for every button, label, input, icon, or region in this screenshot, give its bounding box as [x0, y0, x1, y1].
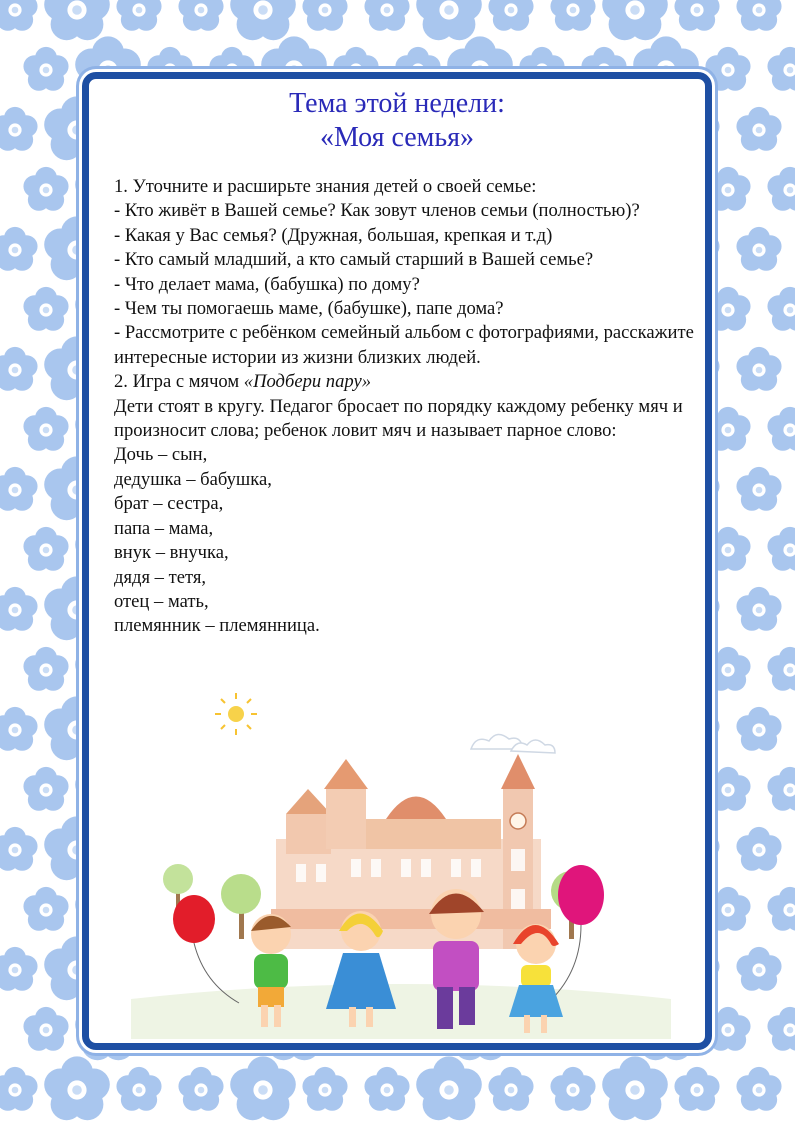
flower-icon	[705, 527, 750, 571]
page-title	[89, 87, 705, 155]
flower-icon	[767, 167, 795, 211]
city-buildings	[271, 754, 551, 949]
flower-icon	[736, 1067, 781, 1111]
flower-icon	[767, 767, 795, 811]
flower-icon	[0, 227, 38, 271]
flower-icon	[302, 1067, 347, 1111]
flower-icon	[602, 0, 668, 40]
flower-icon	[23, 1007, 68, 1051]
flower-icon	[0, 827, 38, 871]
red-balloon	[173, 895, 239, 1003]
word-pair: брат – сестра,	[114, 493, 224, 515]
flower-icon	[705, 47, 750, 91]
flower-icon	[23, 647, 68, 691]
flower-icon	[705, 1007, 750, 1051]
flower-icon	[302, 0, 347, 31]
flower-icon	[23, 167, 68, 211]
flower-icon	[488, 0, 533, 31]
flower-icon	[767, 647, 795, 691]
flower-icon	[178, 1067, 223, 1111]
flower-icon	[705, 287, 750, 331]
flower-icon	[178, 0, 223, 31]
flower-icon	[0, 0, 38, 31]
flower-icon	[705, 167, 750, 211]
flower-icon	[0, 1067, 38, 1111]
flower-icon	[23, 527, 68, 571]
word-pair: дядя – тетя,	[114, 566, 207, 588]
flower-icon	[767, 1007, 795, 1051]
question-item: - Рассмотрите с ребёнком семейный альбом с фотографиями, расскажите интересные истории из жизни близких людей.	[114, 322, 694, 368]
flower-icon	[0, 707, 38, 751]
flower-icon	[364, 0, 409, 31]
word-pair: дедушка – бабушка,	[114, 468, 272, 490]
flower-icon	[23, 287, 68, 331]
word-pair: внук – внучка,	[114, 542, 229, 564]
flower-icon	[736, 707, 781, 751]
flower-icon	[736, 227, 781, 271]
flower-icon	[23, 407, 68, 451]
family-illustration	[111, 669, 691, 1039]
cloud-icon	[471, 734, 555, 753]
flower-icon	[23, 47, 68, 91]
word-pair: Дочь – сын,	[114, 444, 208, 466]
flower-icon	[416, 1056, 482, 1120]
flower-icon	[550, 1067, 595, 1111]
title-line-1: Тема этой недели:	[289, 88, 505, 119]
flower-icon	[230, 0, 296, 40]
child-girl-red	[509, 924, 563, 1033]
game-name: «Подбери пару»	[243, 371, 372, 393]
flower-icon	[767, 287, 795, 331]
flower-icon	[364, 1067, 409, 1111]
flower-icon	[767, 47, 795, 91]
game-description: Дети стоят в кругу. Педагог бросает по порядку каждому ребенку мяч и произносит слова; ребенок ловит мяч и называет парное слово:	[114, 395, 683, 442]
question-item: - Чем ты помогаешь маме, (бабушке), папе дома?	[114, 298, 504, 320]
section2-heading-prefix: 2. Игра с мячом	[114, 371, 244, 393]
flower-icon	[767, 887, 795, 931]
flower-icon	[736, 347, 781, 391]
flower-icon	[736, 467, 781, 511]
flower-icon	[674, 1067, 719, 1111]
title-line-2: «Моя семья»	[319, 122, 475, 153]
flower-icon	[23, 887, 68, 931]
question-item: - Какая у Вас семья? (Дружная, большая, крепкая и т.д)	[114, 224, 553, 246]
section1-heading: 1. Уточните и расширьте знания детей о своей семье:	[114, 176, 537, 197]
flower-icon	[0, 107, 38, 151]
flower-icon	[230, 1056, 296, 1120]
word-pair: племянник – племянница.	[114, 615, 320, 637]
flower-icon	[550, 0, 595, 31]
flower-icon	[0, 467, 38, 511]
sun-icon	[215, 693, 257, 735]
flower-icon	[0, 587, 38, 631]
flower-icon	[767, 527, 795, 571]
flower-icon	[767, 407, 795, 451]
flower-icon	[705, 647, 750, 691]
flower-icon	[705, 407, 750, 451]
question-item: - Что делает мама, (бабушка) по дому?	[114, 273, 420, 295]
content-frame	[82, 72, 712, 1050]
flower-icon	[23, 767, 68, 811]
question-item: - Кто самый младший, а кто самый старший в Вашей семье?	[114, 249, 594, 271]
question-item: - Кто живёт в Вашей семье? Как зовут членов семьи (полностью)?	[114, 200, 640, 222]
flower-icon	[736, 947, 781, 991]
flower-icon	[602, 1056, 668, 1120]
flower-icon	[44, 1056, 110, 1120]
word-pair: папа – мама,	[114, 517, 214, 539]
flower-icon	[116, 1067, 161, 1111]
flower-icon	[736, 587, 781, 631]
flower-icon	[705, 767, 750, 811]
flower-icon	[736, 107, 781, 151]
flower-icon	[116, 0, 161, 31]
flower-icon	[0, 947, 38, 991]
flower-icon	[674, 0, 719, 31]
word-pair: отец – мать,	[114, 590, 209, 612]
article-body	[114, 175, 699, 639]
flower-icon	[44, 0, 110, 40]
flower-icon	[736, 0, 781, 31]
flower-icon	[705, 887, 750, 931]
flower-icon	[488, 1067, 533, 1111]
flower-icon	[736, 827, 781, 871]
flower-icon	[0, 347, 38, 391]
flower-icon	[416, 0, 482, 40]
section2-heading	[114, 370, 699, 394]
